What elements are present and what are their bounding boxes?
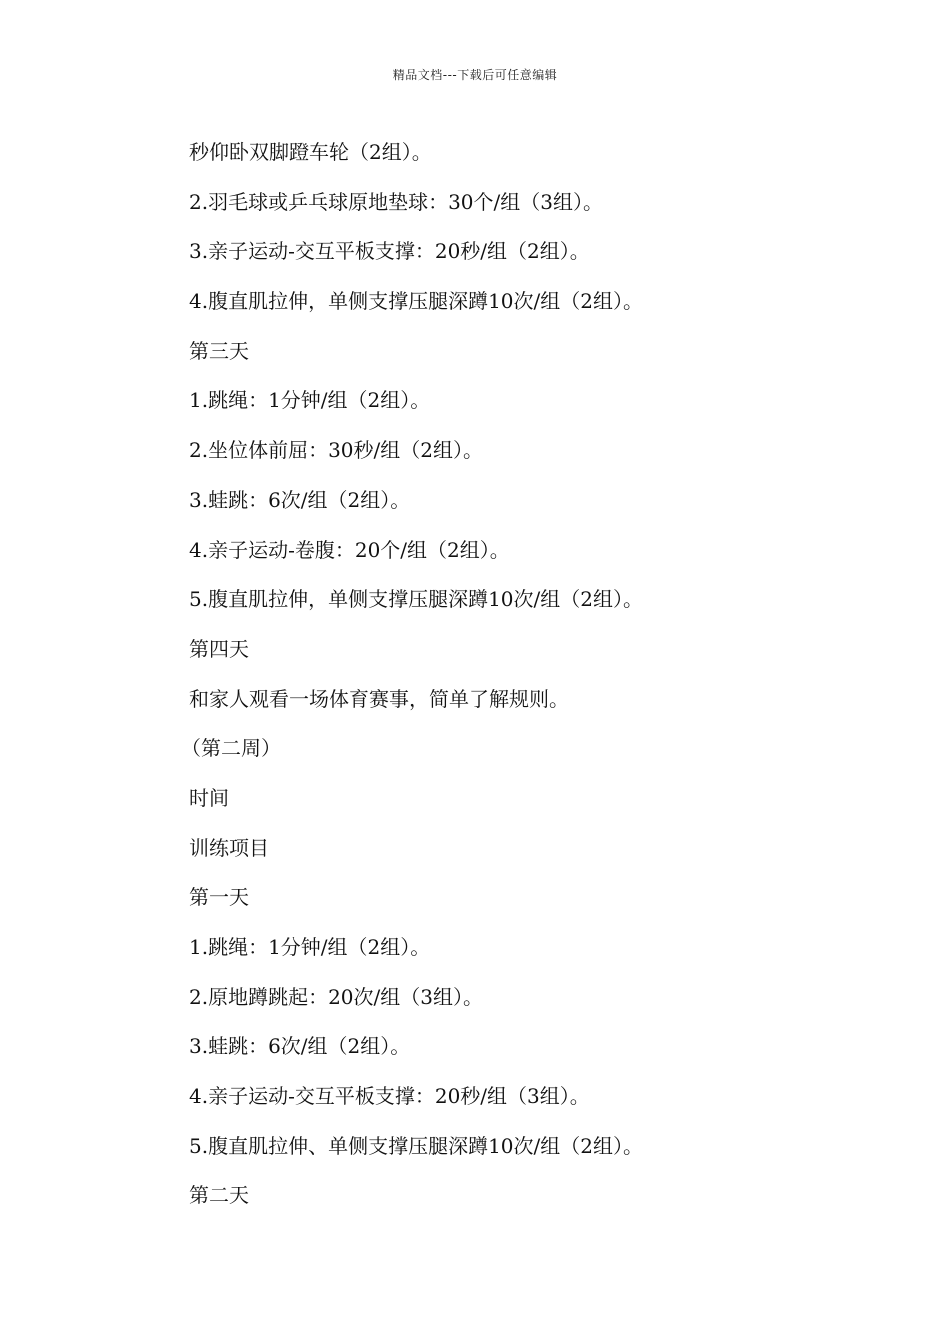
text-line: 2.原地蹲跳起：20次/组（3组）。: [189, 984, 483, 1009]
text-line: 1.跳绳：1分钟/组（2组）。: [189, 388, 431, 413]
text-line: 5.腹直肌拉伸，单侧支撑压腿深蹲10次/组（2组）。: [189, 587, 643, 612]
text-line: 4.亲子运动-交互平板支撑：20秒/组（3组）。: [189, 1084, 590, 1109]
text-line: 3.蛙跳：6次/组（2组）。: [189, 1034, 411, 1059]
text-line: 2.羽毛球或乒乓球原地垫球：30个/组（3组）。: [189, 189, 603, 214]
column-heading-items: 训练项目: [189, 835, 269, 860]
day-heading: 第二天: [189, 1183, 249, 1208]
text-line: 和家人观看一场体育赛事，简单了解规则。: [189, 686, 569, 711]
text-line: 3.蛙跳：6次/组（2组）。: [189, 487, 411, 512]
document-body: [181, 134, 889, 1227]
text-line: 2.坐位体前屈：30秒/组（2组）。: [189, 438, 483, 463]
text-line: 4.亲子运动-卷腹：20个/组（2组）。: [189, 537, 510, 562]
text-line: 秒仰卧双脚蹬车轮（2组）。: [189, 140, 432, 164]
text-line: 3.亲子运动-交互平板支撑：20秒/组（2组）。: [189, 239, 590, 264]
week-heading: （第二周）: [181, 736, 281, 761]
day-heading: 第三天: [189, 338, 249, 363]
day-heading: 第四天: [189, 636, 249, 661]
text-line: 4.腹直肌拉伸，单侧支撑压腿深蹲10次/组（2组）。: [189, 289, 643, 314]
page-header: 精品文档---下载后可任意编辑: [392, 68, 558, 82]
text-line: 5.腹直肌拉伸、单侧支撑压腿深蹲10次/组（2组）。: [189, 1133, 643, 1158]
text-line: 1.跳绳：1分钟/组（2组）。: [189, 935, 431, 959]
day-heading: 第一天: [189, 885, 249, 910]
column-heading-time: 时间: [189, 785, 229, 810]
